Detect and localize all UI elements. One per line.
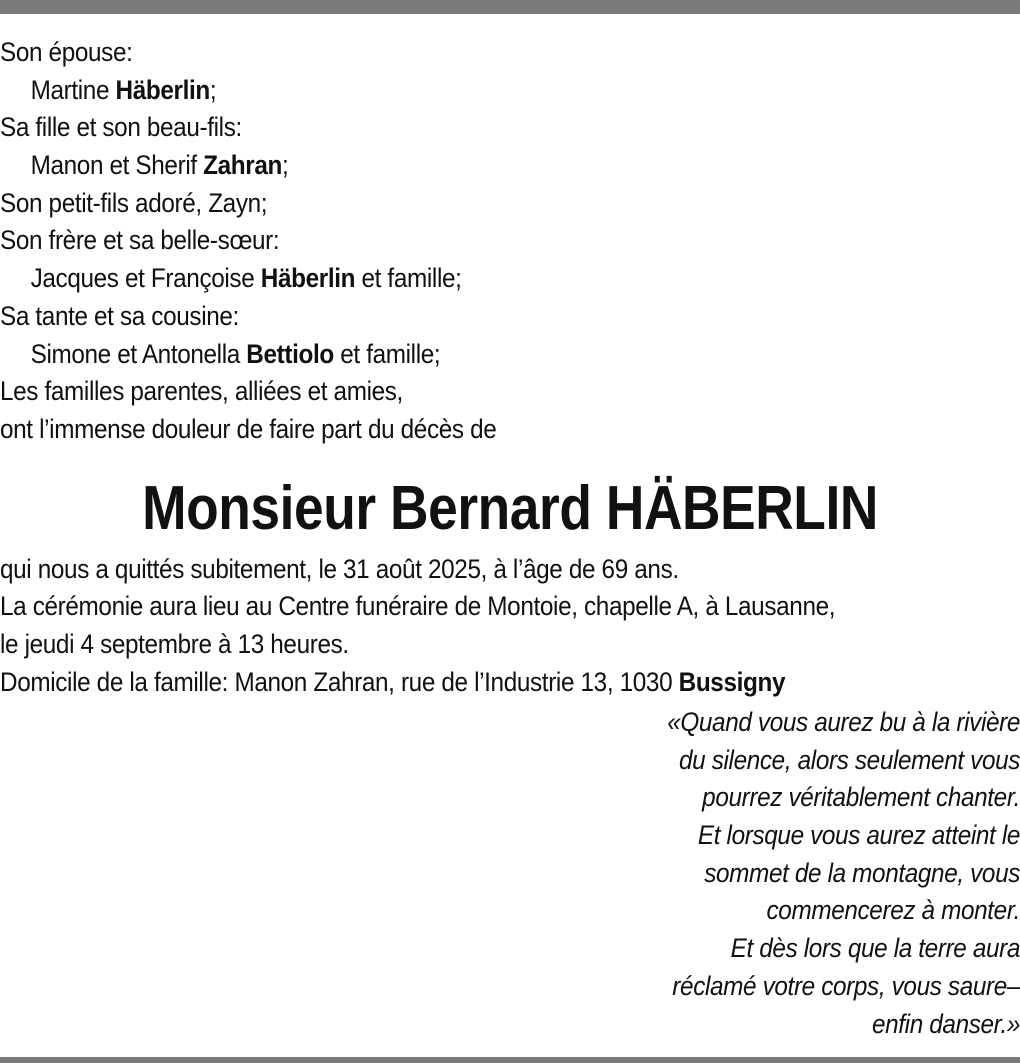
brother-names: Jacques et Françoise Häberlin et famille; <box>30 263 462 294</box>
daughter-names: Manon et Sherif Zahran; <box>30 150 289 181</box>
details-block <box>0 551 1020 702</box>
ceremony-line-1: La cérémonie aura lieu au Centre funéraire de Montoie, chapelle A, à Lausanne, <box>0 591 836 622</box>
closing-quote <box>628 704 1020 1043</box>
aunt-names: Simone et Antonella Bettiolo et famille; <box>30 338 441 369</box>
quote-line: sommet de la montagne, vous <box>704 857 1020 888</box>
aunt-label: Sa tante et sa cousine: <box>0 300 239 331</box>
families-line: Les familles parentes, alliées et amies, <box>0 376 403 407</box>
quote-line: enfin danser.» <box>871 1008 1020 1039</box>
spouse-name: Martine Häberlin; <box>30 74 217 105</box>
announcement-line: ont l’immense douleur de faire part du décès de <box>0 413 497 444</box>
deceased-name: Monsieur Bernard HÄBERLIN <box>142 473 878 543</box>
spouse-label: Son épouse: <box>0 37 133 67</box>
quote-line: Et lorsque vous aurez atteint le <box>697 820 1020 851</box>
passing-line: qui nous a quittés subitement, le 31 août 2025, à l’âge de 69 ans. <box>0 553 679 584</box>
obituary-body <box>0 34 1020 701</box>
domicile-line: Domicile de la famille: Manon Zahran, rue de l’Industrie 13, 1030 Bussigny <box>0 666 786 697</box>
top-rule <box>0 0 1020 14</box>
daughter-label: Sa fille et son beau-fils: <box>0 112 242 143</box>
brother-label: Son frère et sa belle-sœur: <box>0 225 280 256</box>
quote-line: pourrez véritablement chanter. <box>702 782 1020 813</box>
ceremony-line-2: le jeudi 4 septembre à 13 heures. <box>0 628 349 659</box>
grandson-line: Son petit-fils adoré, Zayn; <box>0 187 268 218</box>
quote-line: du silence, alors seulement vous <box>678 744 1020 775</box>
quote-line: «Quand vous aurez bu à la rivière <box>667 707 1020 737</box>
quote-line: Et dès lors que la terre aura <box>730 933 1020 964</box>
quote-line: réclamé votre corps, vous saure– <box>672 970 1020 1001</box>
bottom-rule <box>0 1057 1020 1063</box>
quote-line: commencerez à monter. <box>766 895 1020 926</box>
